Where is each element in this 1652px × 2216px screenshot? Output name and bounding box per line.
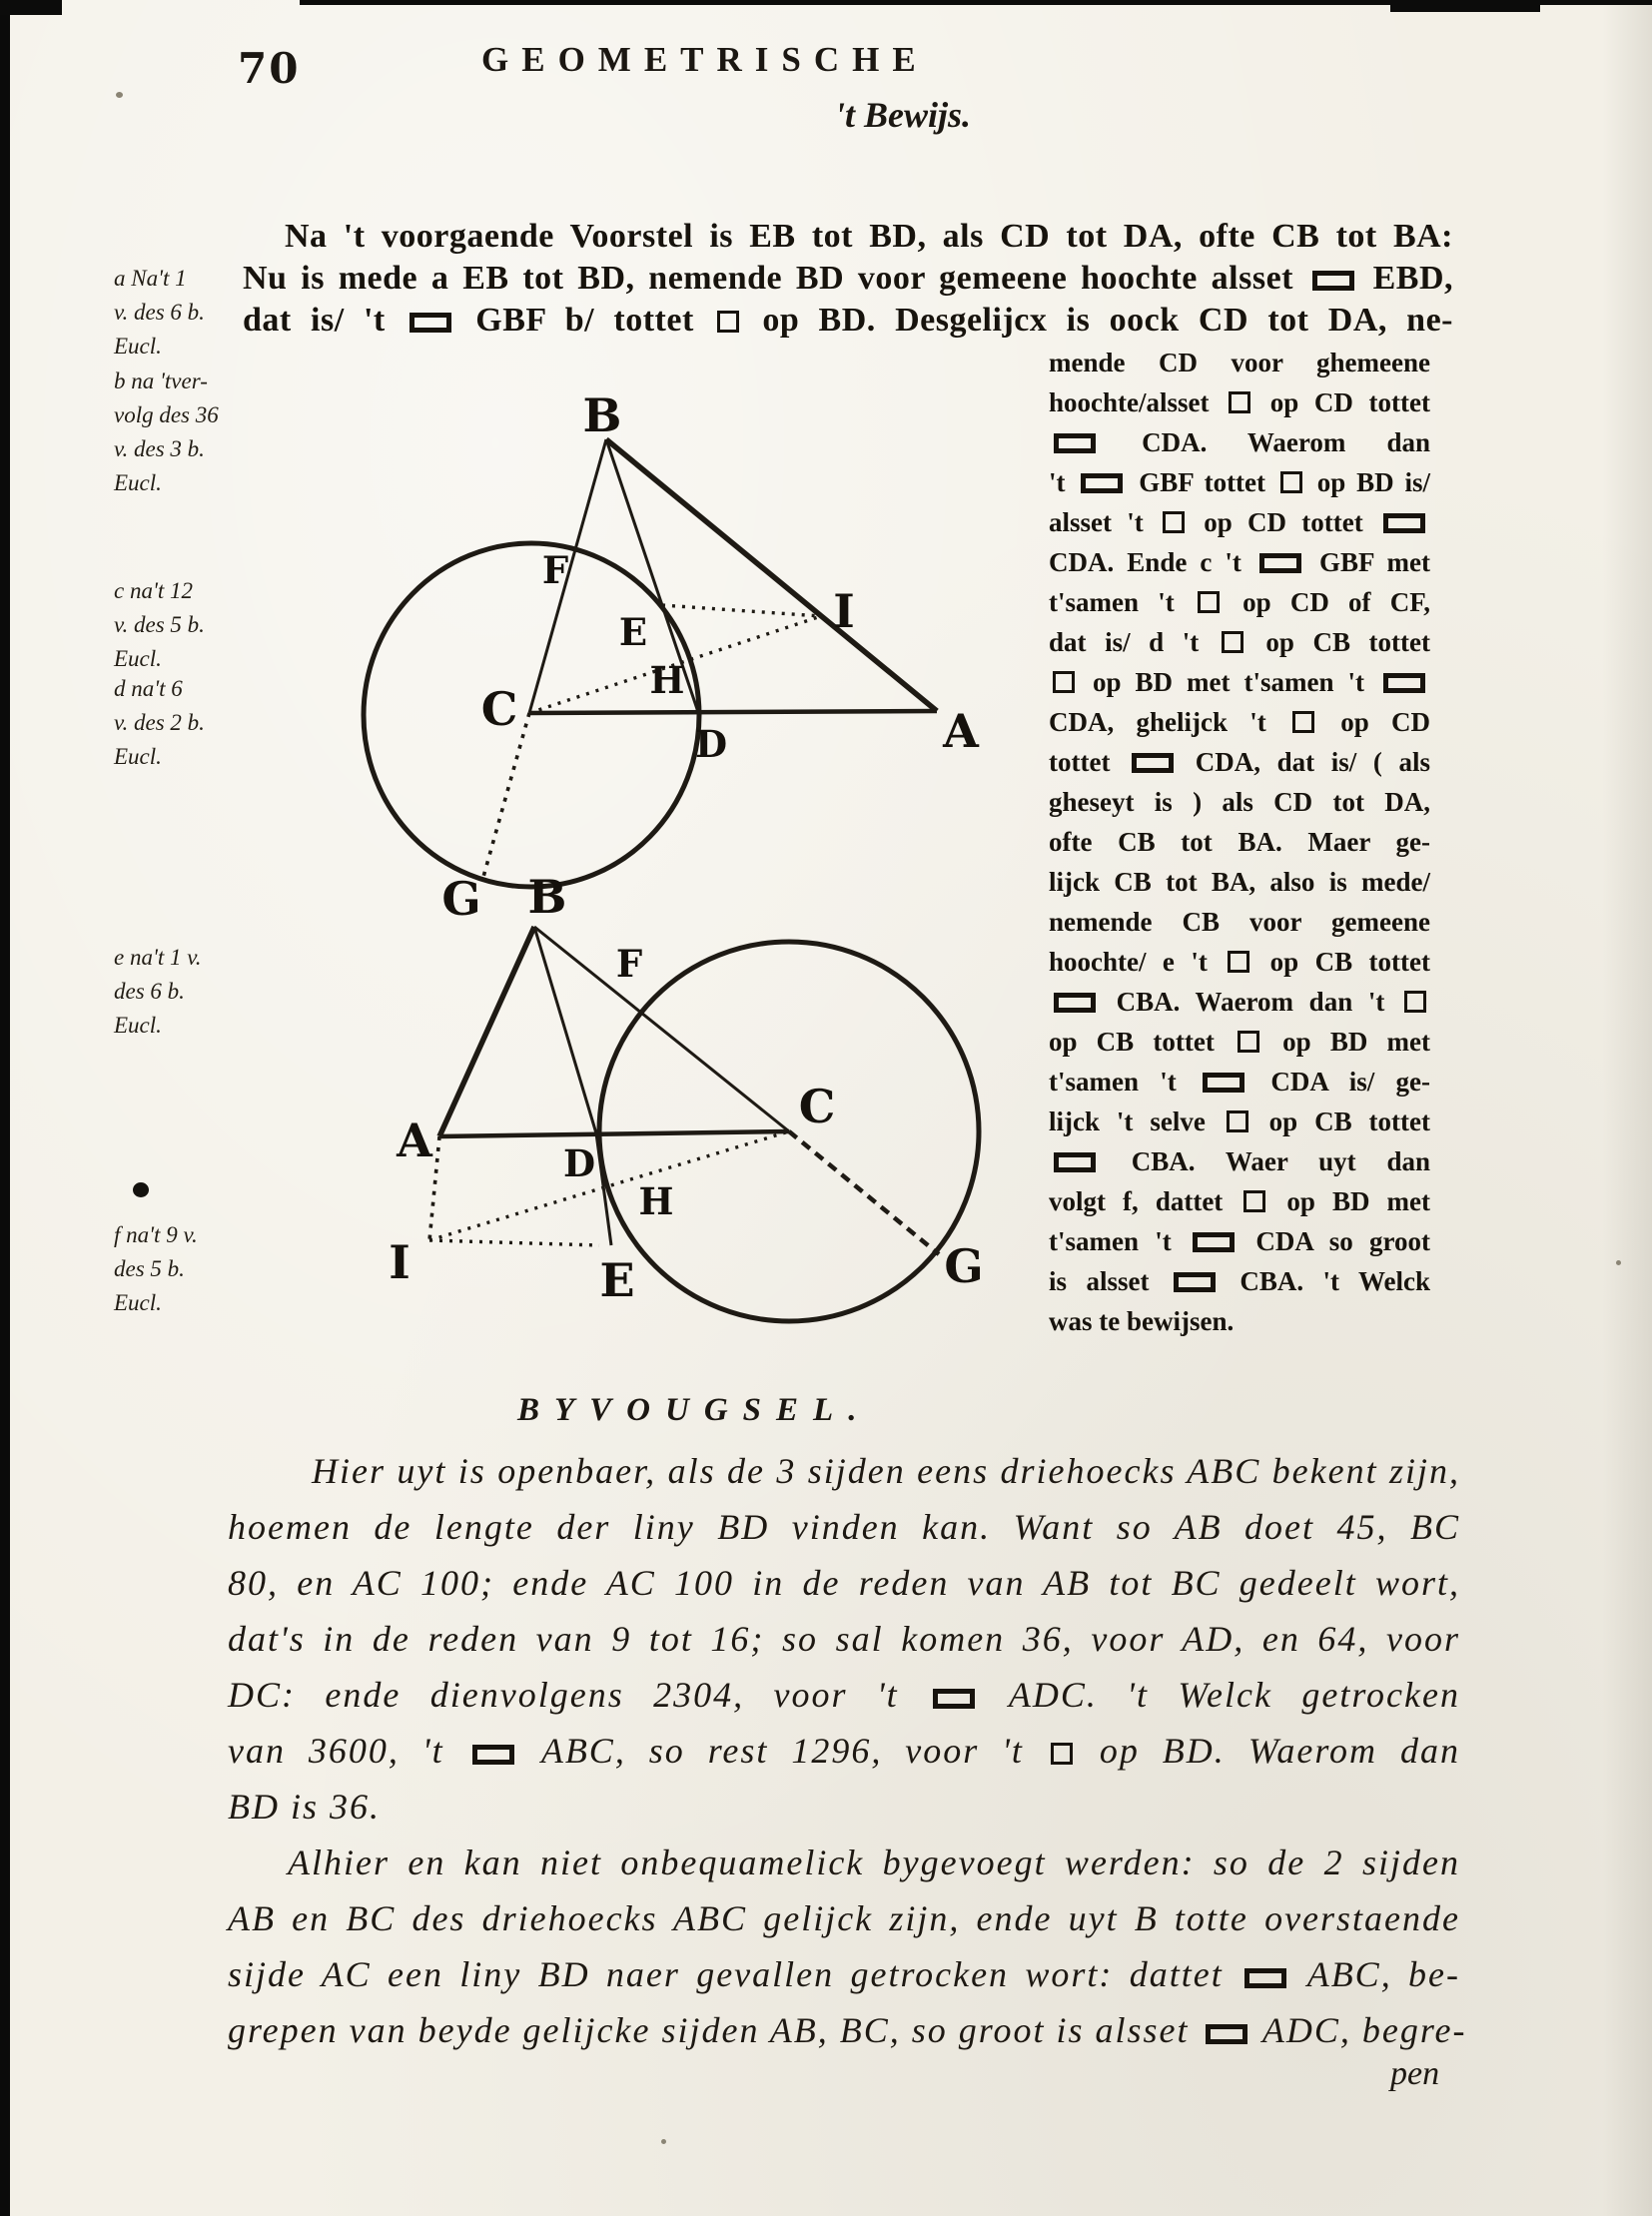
margin-note-line: v. des 6 b. [114,300,205,325]
fig1-label-A: A [943,704,979,758]
byvougsel-line: van 3600, 't ABC, so rest 1296, voor 't op BD. Waerom dan [228,1731,1460,1771]
fig2-label-G: G [944,1239,984,1293]
fig1-label-D: D [694,722,728,766]
fig2-label-C: C [798,1080,836,1133]
fig2-label-A: A [397,1113,432,1167]
margin-note-line: d na't 6 [114,676,183,701]
fig1-label-F: F [541,548,569,592]
fig2-dotted-IE [429,1240,599,1245]
fig1-label-H: H [649,658,685,702]
byvougsel-line: 80, en AC 100; ende AC 100 in de reden van AB tot BC gedeelt wort, [228,1563,1460,1603]
margin-note-line: a Na't 1 [114,266,187,291]
proof-column-line: CBA. Waerom dan 't [1049,987,1430,1027]
byvougsel-line: sijde AC een liny BD naer gevallen getrocken wort: dattet ABC, be- [228,1954,1460,1994]
proof-column-line: was te bewijsen. [1049,1306,1235,1336]
fig2-line-BA [439,927,534,1136]
fig1-label-G: G [441,872,481,926]
margin-note-line: v. des 2 b. [114,710,205,735]
proof-intro-line: Nu is mede a EB tot BD, nemende BD voor gemeene hoochte alsset EBD, [243,260,1453,297]
proof-column-line: t'samen 't CDA so groot [1049,1226,1430,1256]
margin-note-line: des 5 b. [114,1256,185,1281]
proof-column-line: nemende CB voor gemeene [1049,907,1430,937]
proof-column-line: gheseyt is ) als CD tot DA, [1049,787,1430,817]
margin-note-line: e na't 1 v. [114,945,202,970]
margin-note-line: b na 'tver- [114,369,208,393]
fig2-label-F: F [615,942,643,986]
proof-column-line: dat is/ d 't op CB tottet [1049,627,1430,657]
proof-column-line: CDA. Waerom dan [1049,427,1430,467]
fig2-label-D: D [562,1141,596,1185]
byvougsel-line: dat's in de reden van 9 tot 16; so sal komen 36, voor AD, en 64, voor [228,1619,1460,1659]
proof-intro-line: Na 't voorgaende Voorstel is EB tot BD, als CD tot DA, ofte CB tot BA: [285,218,1453,255]
margin-note-line: v. des 3 b. [114,436,205,461]
fig2-line-AC [439,1131,789,1136]
byvougsel-line: AB en BC des driehoecks ABC gelijck zijn, ende uyt B totte overstaende [228,1898,1460,1938]
proof-column-line: lijck 't selve op CB tottet [1049,1107,1430,1136]
margin-note-line: des 6 b. [114,979,185,1004]
margin-note-line: Eucl. [114,1290,162,1315]
proof-column-line: hoochte/ e 't op CB tottet [1049,947,1430,977]
fig1-label-I: I [833,584,855,638]
margin-note-line: Eucl. [114,334,162,359]
proof-column-line: CDA. Ende c 't GBF met [1049,547,1430,577]
proof-column-line: t'samen 't CDA is/ ge- [1049,1067,1430,1097]
byvougsel-line: grepen van beyde gelijcke sijden AB, BC, so groot is alsset ADC, begre- [228,2010,1467,2050]
margin-note-line: Eucl. [114,646,162,671]
fig1-label-B: B [582,388,622,442]
margin-note-line: volg des 36 [114,402,219,427]
proof-column-line: t'samen 't op CD of CF, [1049,587,1430,617]
byvougsel-line: Alhier en kan niet onbequamelick bygevoegt werden: so de 2 sijden [288,1843,1460,1882]
fig1-dotted-EI [662,605,821,616]
margin-note-line: c na't 12 [114,578,194,603]
fig2-line-BC [534,927,789,1131]
fig1-label-C: C [480,682,518,736]
byvougsel-heading: BYVOUGSEL. [517,1392,872,1428]
proof-column-line: ofte CB tot BA. Maer ge- [1049,827,1430,857]
proof-column-line: mende CD voor ghemeene [1049,348,1430,377]
figure-1 [364,388,980,926]
proof-column-line: op CB tottet op BD met [1049,1027,1430,1057]
byvougsel-line: DC: ende dienvolgens 2304, voor 't ADC. 't Welck getrocken [228,1675,1460,1715]
proof-intro-line: dat is/ 't GBF b/ tottet op BD. Desgelijcx is oock CD tot DA, ne- [243,302,1453,339]
proof-column-line: volgt f, dattet op BD met [1049,1186,1430,1216]
fig1-label-E: E [618,610,648,654]
rectangle-symbol [1244,1968,1286,1988]
byvougsel-line: BD is 36. [228,1787,381,1827]
catchword: pen [1390,2055,1440,2092]
byvougsel-line: hoemen de lengte der liny BD vinden kan. Want so AB doet 45, BC [228,1507,1460,1547]
proof-column-line: CDA, ghelijck 't op CD [1049,707,1430,737]
proof-column-line: lijck CB tot BA, also is mede/ [1049,867,1430,897]
proof-column-line: is alsset CBA. 't Welck [1049,1266,1431,1296]
proof-column-line: hoochte/alsset op CD tottet [1049,387,1430,417]
rectangle-symbol [472,1745,514,1765]
rectangle-symbol [1206,2024,1247,2044]
proof-column-line: op BD met t'samen 't [1049,667,1430,707]
fig1-line-CA [529,711,937,713]
proof-section-title: 't Bewijs. [835,95,972,135]
fig1-dotted-CG [483,713,529,877]
rectangle-symbol [933,1689,975,1709]
running-title: GEOMETRISCHE [481,40,929,79]
margin-note-line: Eucl. [114,470,162,495]
page-number: 70 [238,44,301,93]
byvougsel-line: Hier uyt is openbaer, als de 3 sijden eens driehoecks ABC bekent zijn, [312,1451,1460,1491]
proof-column-line: tottet CDA, dat is/ ( als [1049,747,1431,777]
proof-column-line: alsset 't op CD tottet [1049,507,1430,547]
fig2-line-BDE [534,927,611,1245]
fig2-dashed-CG [789,1131,939,1254]
margin-note-line: v. des 5 b. [114,612,205,637]
fig2-label-H: H [638,1179,674,1223]
margin-note-line: Eucl. [114,744,162,769]
proof-column-line: CBA. Waer uyt dan [1049,1146,1430,1186]
fig2-label-E: E [599,1253,635,1307]
figure-2 [389,870,983,1321]
margin-note-line: Eucl. [114,1013,162,1038]
square-symbol [1051,1743,1073,1765]
proof-column-line: 't GBF tottet op BD is/ [1049,467,1430,497]
fig2-label-I: I [389,1235,411,1289]
fig2-label-B: B [527,870,567,924]
margin-note-line: f na't 9 v. [114,1222,198,1247]
